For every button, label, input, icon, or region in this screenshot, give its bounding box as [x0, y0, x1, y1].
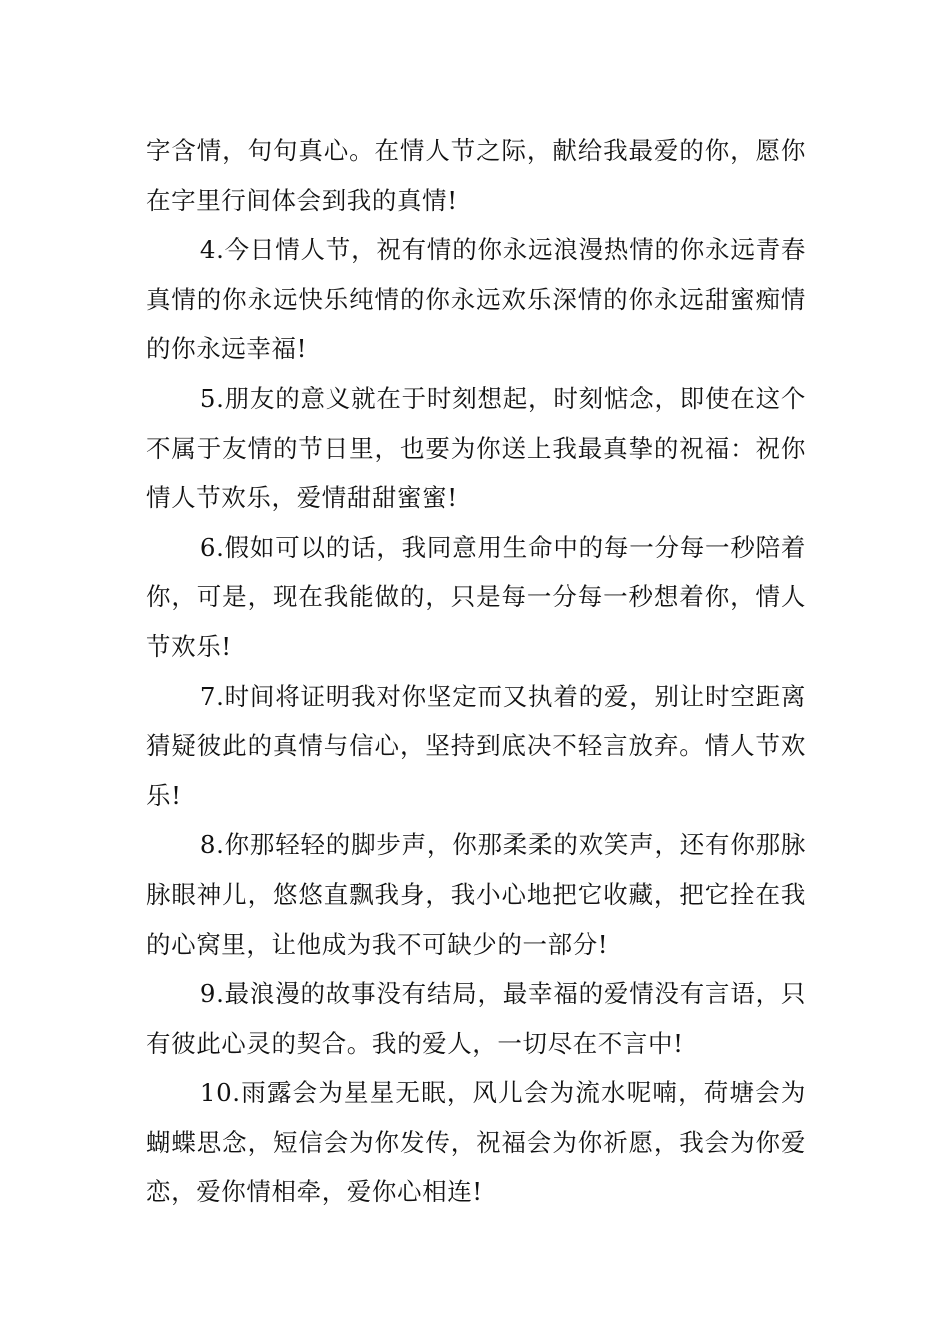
paragraph-item-4: 4.今日情人节，祝有情的你永远浪漫热情的你永远青春真情的你永远快乐纯情的你永远欢乐深情的你永远甜蜜痴情的你永远幸福!: [146, 235, 806, 364]
paragraph-item-6: 6.假如可以的话，我同意用生命中的每一分每一秒陪着你，可是，现在我能做的，只是每一分每一秒想着你，情人节欢乐!: [146, 532, 806, 661]
paragraph-item-10: 10.雨露会为星星无眠，风儿会为流水呢喃，荷塘会为蝴蝶思念，短信会为你发传，祝福会为你祈愿，我会为你爱恋，爱你情相牵，爱你心相连!: [146, 1078, 806, 1207]
paragraph-item-7: 7.时间将证明我对你坚定而又执着的爱，别让时空距离猜疑彼此的真情与信心，坚持到底决不轻言放弃。情人节欢乐!: [146, 681, 806, 810]
paragraph-item-9: 9.最浪漫的故事没有结局，最幸福的爱情没有言语，只有彼此心灵的契合。我的爱人，一切尽在不言中!: [146, 979, 806, 1058]
paragraph-item-8: 8.你那轻轻的脚步声，你那柔柔的欢笑声，还有你那脉脉眼神儿，悠悠直飘我身，我小心地把它收藏，把它拴在我的心窝里，让他成为我不可缺少的一部分!: [146, 830, 806, 959]
paragraph-continued: 字含情，句句真心。在情人节之际，献给我最爱的你，愿你在字里行间体会到我的真情!: [146, 136, 806, 215]
paragraph-item-5: 5.朋友的意义就在于时刻想起，时刻惦念，即使在这个不属于友情的节日里，也要为你送上我最真挚的祝福：祝你情人节欢乐，爱情甜甜蜜蜜!: [146, 383, 806, 513]
document-body: [146, 126, 806, 1217]
